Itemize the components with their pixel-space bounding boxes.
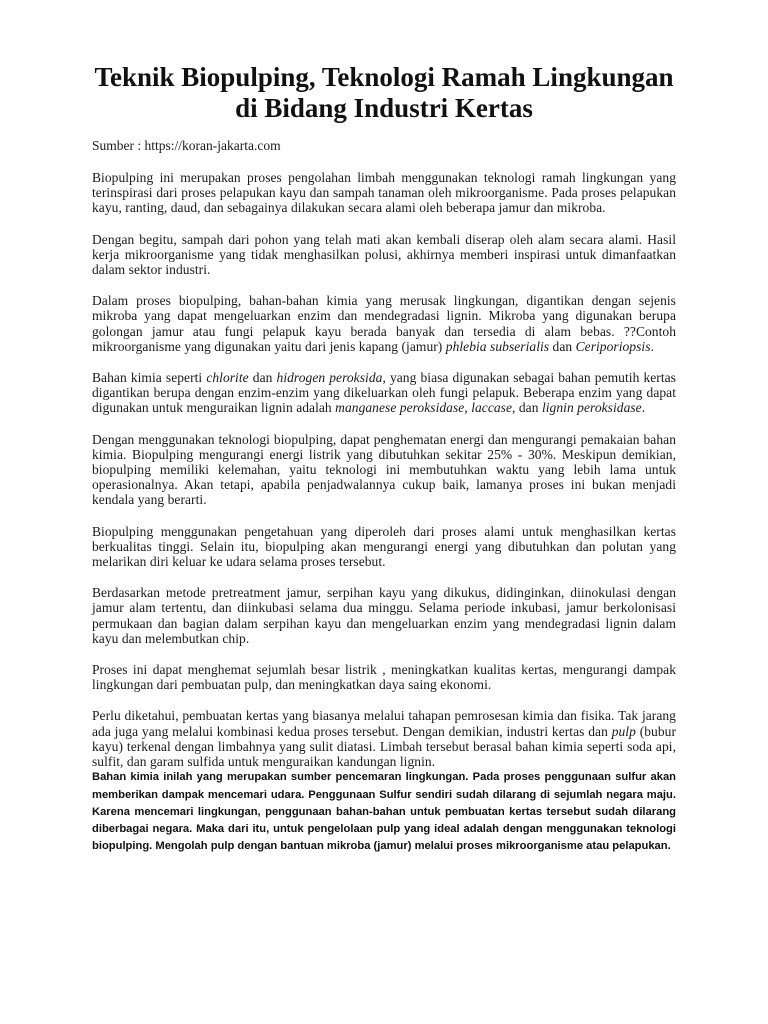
paragraph-4-t5: , dan [512,400,542,416]
paragraph-3-and: dan [549,338,576,354]
paragraph-4 [92,370,676,416]
paragraph-9-t2: (bubur kayu) terkenal dengan limbahnya yang sulit diatasi. Limbah tersebut berasal bahan kimia seperti soda api, sulfit, dan garam sulfida untuk menguraikan kandungan lignin. [92,723,676,770]
document-title: Teknik Biopulping, Teknologi Ramah Lingkungan di Bidang Industri Kertas [94,62,674,123]
paragraph-9-t1: Perlu diketahui, pembuatan kertas yang biasanya melalui tahapan pemrosesan kimia dan fisika. Tak jarang ada juga yang melalui kombinasi kedua proses tersebut. Dengan demikian, industri kertas dan [92,708,676,739]
paragraph-3-end: . [650,338,654,354]
paragraph-4-t2: dan [248,370,277,386]
paragraph-9 [92,708,676,769]
paragraph-3 [92,293,676,354]
paragraph-4-t6: . [641,400,646,416]
paragraph-8: Proses ini dapat menghemat sejumlah besar listrik , meningkatkan kualitas kertas, mengurangi dampak lingkungan dari pembuatan pulp, dan meningkatkan daya saing ekonomi. [92,662,676,693]
paragraph-1: Biopulping ini merupakan proses pengolahan limbah menggunakan teknologi ramah lingkungan yang terinspirasi dari proses pelapukan kayu dan sampah tanaman oleh mikroorganisme. Pada proses pelapukan kayu, ranting, daud, dan sebagainya dilakukan secara alami oleh beberapa jamur dan mikroba. [92,170,676,216]
paragraph-5: Dengan menggunakan teknologi biopulping, dapat penghematan energi dan mengurangi pemakaian bahan kimia. Biopulping mengurangi energi listrik yang dibutuhkan sekitar 25% - 30%. Meskipun demikian, biopulping memiliki kelemahan, yaitu teknologi ini membutuhkan waktu yang lebih lama untuk operasionalnya. Akan tetapi, apabila penjadwalannya cukup baik, lamanya proses ini bukan menjadi kendala yang berarti. [92,431,676,508]
paragraph-10-bold: Bahan kimia inilah yang merupakan sumber pencemaran lingkungan. Pada proses penggunaan sulfur akan memberikan dampak mencemari udara. Penggunaan Sulfur sendiri sudah dilarang di sejumlah negara maju. Karena mencemari lingkungan, penggunaan bahan-bahan untuk pembuatan kertas tersebut sudah dilarang diberbagai negara. Maka dari itu, untuk pengelolaan pulp yang ideal adalah dengan menggunakan teknologi biopulping. Mengolah pulp dengan bantuan mikroba (jamur) melalui proses mikroorganisme atau pelapukan. [92,771,676,853]
enzyme-lignin-peroksidase: lignin peroksidase [541,400,642,416]
enzyme-laccase: laccase [471,400,513,416]
paragraph-7: Berdasarkan metode pretreatment jamur, serpihan kayu yang dikukus, didinginkan, diinokulasi dengan jamur alam tertentu, dan diinkubasi selama dua minggu. Selama periode inkubasi, jamur berkolonisasi permukaan dan bagian dalam serpihan kayu dan mengeluarkan enzim yang mendegradasi lignin dalam kayu dan melembutkan chip. [92,585,676,646]
paragraph-4-t4: , [464,400,472,416]
enzyme-manganese-peroksidase: manganese peroksidase [335,400,465,416]
species-phlebia: phlebia subserialis [445,338,550,354]
source-line: Sumber : https://koran-jakarta.com [92,138,281,153]
species-ceriporiopsis: Ceriporiopsis [575,338,651,354]
chem-hidrogen-peroksida: hidrogen peroksida [276,370,383,386]
paragraph-4-t1: Bahan kimia seperti [92,370,207,386]
paragraph-4-t3: , yang biasa digunakan sebagai bahan pemutih kertas digantikan berupa dengan enzim-enzim yang dikeluarkan oleh fungi pelapuk. Beberapa enzim yang dapat digunakan untuk menguraikan lignin adalah [92,370,676,416]
chem-chlorite: chlorite [206,370,249,386]
paragraph-2: Dengan begitu, sampah dari pohon yang telah mati akan kembali diserap oleh alam secara alami. Hasil kerja mikroorganisme yang tidak menghasilkan polusi, akhirnya memberi inspirasi untuk dimanfaatkan dalam sektor industri. [92,231,676,278]
paragraph-3-text: Dalam proses biopulping, bahan-bahan kimia yang merusak lingkungan, digantikan dengan sejenis mikroba yang dapat mengeluarkan enzim dan mendegradasi lignin. Mikroba yang digunakan berupa golongan jamur atau fungi pelapuk kayu berada banyak dan tersedia di alam bebas. ??Contoh mikroorganisme yang digunakan yaitu dari jenis kapang (jamur) [92,293,676,354]
term-pulp: pulp [611,723,636,739]
paragraph-6: Biopulping menggunakan pengetahuan yang diperoleh dari proses alami untuk menghasilkan kertas berkualitas tinggi. Selain itu, biopulping akan mengurangi energi yang dibutuhkan dan polutan yang melarikan diri keluar ke udara selama proses tersebut. [92,523,676,570]
